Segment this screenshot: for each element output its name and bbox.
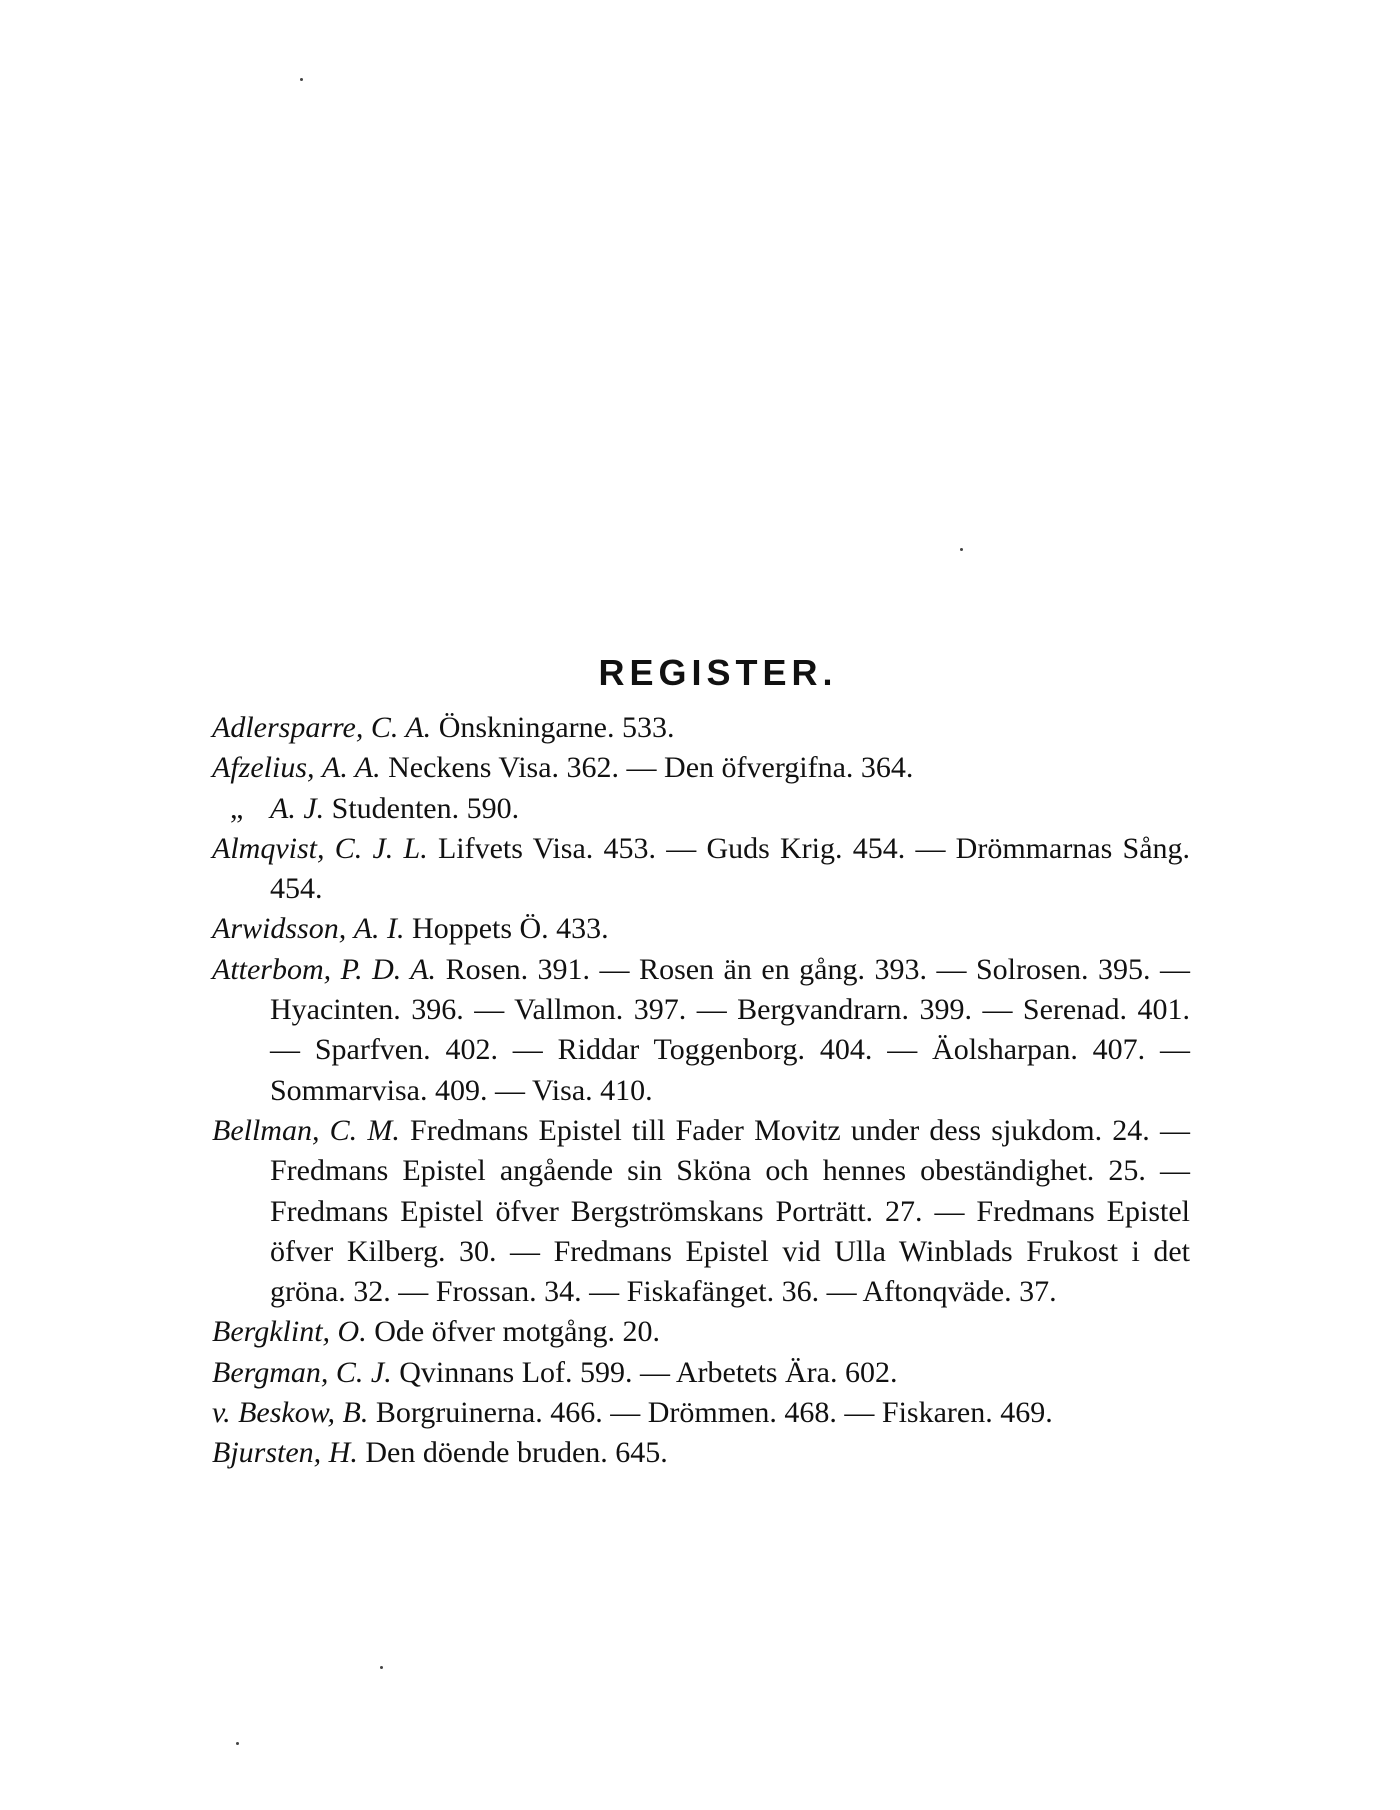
entry-works: Qvinnans Lof. 599. — Arbetets Ära. 602.: [399, 1355, 898, 1389]
entry-works: Neckens Visa. 362. — Den öfvergifna. 364.: [388, 751, 914, 785]
entry-author: Bergklint,: [212, 1315, 331, 1349]
register-entry: [212, 748, 1190, 788]
entry-initials: A. I.: [353, 912, 405, 946]
entry-works: Fredmans Epistel till Fader Movitz under dess sjukdom. 24. — Fredmans Epistel angående sin Sköna och hennes obeständighet. 25. — Fredmans Epistel öfver Bergströmskans Porträtt. 27. — Fredmans Epistel öfver Kilberg. 30. — Fredmans Epistel vid Ulla Winblads Frukost i det gröna. 32. — Frossan. 34. — Fiskafänget. 36. — Aftonqväde. 37.: [270, 1113, 1190, 1309]
register-entry: [212, 789, 1190, 829]
register-entry: [212, 829, 1190, 910]
entry-works: Studenten. 590.: [331, 791, 520, 825]
register-entry: [212, 950, 1190, 1111]
entry-author: Atterbom,: [212, 952, 332, 986]
entry-works: Hoppets Ö. 433.: [412, 912, 609, 946]
register-entry: [212, 1353, 1190, 1393]
ditto-mark: „: [230, 791, 244, 825]
entry-works: Önskningarne. 533.: [438, 711, 675, 744]
entry-initials: O.: [337, 1315, 367, 1349]
register-entry: [212, 1433, 1190, 1473]
entry-initials: H.: [328, 1436, 358, 1470]
register-entry: [212, 909, 1190, 949]
entry-author: Bellman,: [212, 1113, 320, 1147]
entry-works: Den döende bruden. 645.: [365, 1436, 668, 1470]
entry-initials: A. A.: [322, 751, 381, 785]
register-entry: [212, 1111, 1190, 1312]
entry-initials: C. A.: [370, 711, 432, 744]
entry-works: Rosen. 391. — Rosen än en gång. 393. — Solrosen. 395. — Hyacinten. 396. — Vallmon. 397. — Bergvandrarn. 399. — Serenad. 401. — Sparfven. 402. — Riddar Toggenborg. 404. — Äolsharpan. 407. — Sommarvisa. 409. — Visa. 410.: [270, 952, 1190, 1107]
page-title: REGISTER.: [598, 652, 838, 694]
entry-author: Afzelius,: [212, 751, 315, 785]
print-speck: [380, 1666, 383, 1669]
entry-initials: C. M.: [329, 1113, 400, 1147]
entry-initials: B.: [342, 1396, 369, 1430]
register-entry: [212, 1312, 1190, 1352]
entry-author: v. Beskow,: [212, 1396, 336, 1430]
entry-author: Bjursten,: [212, 1436, 322, 1470]
print-speck: [236, 1742, 239, 1745]
entry-initials: C. J.: [335, 1355, 392, 1389]
entry-author: Bergman,: [212, 1355, 329, 1389]
print-speck: [300, 78, 303, 81]
entry-author: Adlersparre,: [212, 711, 364, 744]
entry-works: Borgruinerna. 466. — Drömmen. 468. — Fiskaren. 469.: [375, 1396, 1053, 1430]
entry-initials: A. J.: [270, 791, 325, 825]
entry-author: Arwidsson,: [212, 912, 347, 946]
entry-works: Ode öfver motgång. 20.: [374, 1315, 660, 1349]
entry-works: Lifvets Visa. 453. — Guds Krig. 454. — Drömmarnas Sång. 454.: [270, 831, 1191, 906]
entry-initials: P. D. A.: [340, 952, 437, 986]
entry-author: Almqvist,: [212, 831, 325, 865]
print-speck: [960, 548, 963, 551]
register-entry: [212, 1393, 1190, 1433]
register-list: [212, 708, 1190, 1474]
entry-initials: C. J. L.: [334, 831, 428, 865]
register-entry: [212, 708, 1190, 748]
